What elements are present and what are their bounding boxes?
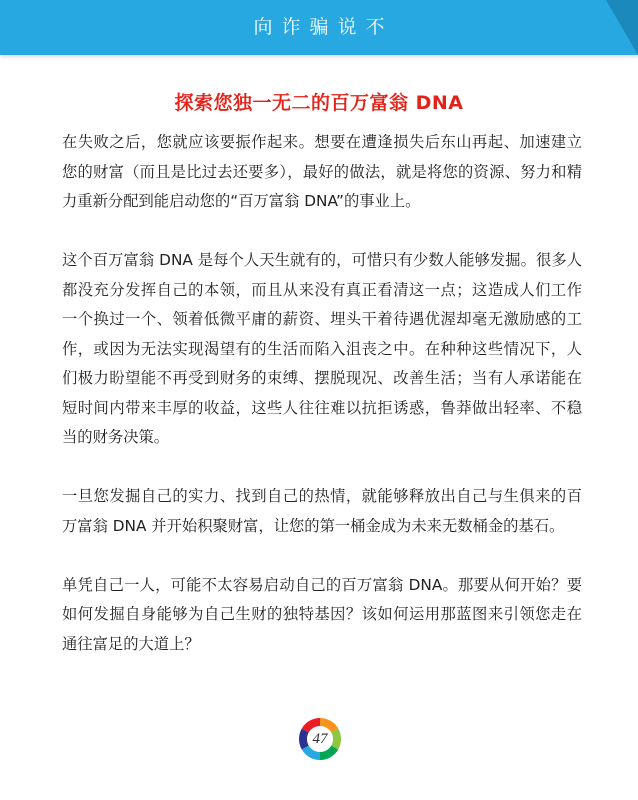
article-title: 探索您独一无二的百万富翁 DNA xyxy=(174,92,464,114)
header-title: 向诈骗说不 xyxy=(253,16,394,38)
paragraph: 单凭自己一人，可能不太容易启动自己的百万富翁 DNA。那要从何开始？要如何发掘自身能够为自己生财的独特基因？该如何运用那蓝图来引领您走在通往富足的大道上？ xyxy=(62,575,582,653)
article-body xyxy=(62,128,582,659)
page-number-badge xyxy=(295,714,345,764)
paragraph: 这个百万富翁 DNA 是每个人天生就有的，可惜只有少数人能够发掘。很多人都没充分发挥自己的本领，而且从来没有真正看清这一点；这造成人们工作一个换过一个、领着低微平庸的薪资、埋头干着待遇优渥却毫无激励感的工作，或因为无法实现渴望有的生活而陷入沮丧之中。在种种这些情况下，人们极力盼望能不再受到财务的束缚、摆脱现况、改善生活；当有人承诺能在短时间内带来丰厚的收益，这些人往往难以抗拒诱惑，鲁莽做出轻率、不稳当的财务决策。 xyxy=(62,251,582,446)
page-number: 47 xyxy=(312,731,328,747)
paragraph: 在失败之后，您就应该要振作起来。想要在遭逢损失后东山再起、加速建立您的财富（而且是比过去还要多），最好的做法，就是将您的资源、努力和精力重新分配到能启动您的“百万富翁 DNA”的事业上。 xyxy=(62,133,582,210)
paragraph: 一旦您发掘自己的实力、找到自己的热情，就能够释放出自己与生俱来的百万富翁 DNA 并开始积聚财富，让您的第一桶金成为未来无数桶金的基石。 xyxy=(62,487,582,535)
header-bar xyxy=(0,0,638,55)
